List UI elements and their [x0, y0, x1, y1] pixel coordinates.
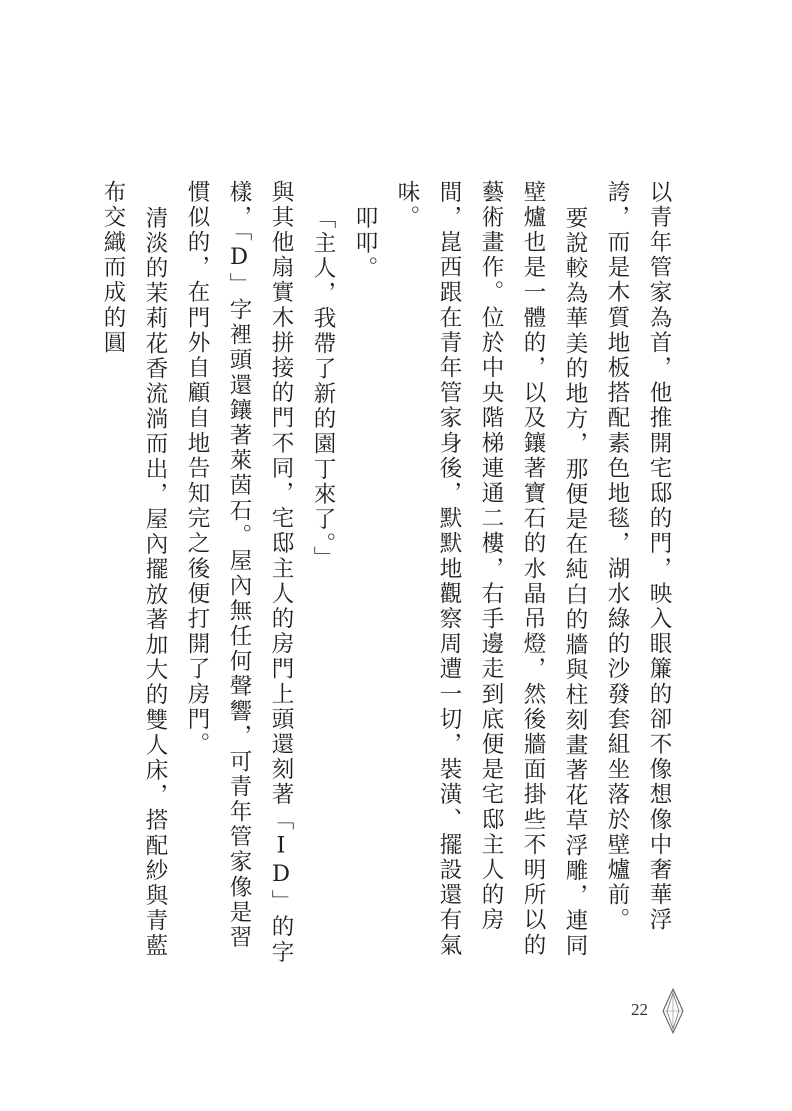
paragraph-1: 以青年管家為首，他推開宅邸的門，映入眼簾的卻不像想像中奢華浮誇，而是木質地板搭配素色地毯，湖水綠的沙發套組坐落於壁爐前。	[604, 180, 672, 933]
paragraph-5: 與其他扇實木拼接的門不同，宅邸主人的房門上頭還刻著「ID」的字樣，「D」字裡頭還鑲著萊茵石。屋內無任何聲響，可青年管家像是習慣似的，在門外自顧自地告知完之後便打開了房門。	[184, 180, 294, 966]
paragraph-3: 叩叩。	[352, 205, 378, 282]
paragraph-6: 清淡的茉莉花香流淌而出，屋內擺放著加大的雙人床，搭配紗與青藍布交織而成的圓	[100, 180, 168, 959]
paragraph-2: 要說較為華美的地方，那便是在純白的牆與柱刻畫著花草浮雕，連同壁爐也是一體的，以及鑲著寶石的水晶吊燈，然後牆面掛些不明所以的藝術畫作。位於中央階梯連通二樓，右手邊走到底便是宅邸主人的房間，崑西跟在青年管家身後，默默地觀察周遭一切，裝潢、擺設還有氣味。	[394, 180, 588, 959]
body-text	[100, 180, 680, 970]
paragraph-4: 「主人，我帶了新的園丁來了。」	[310, 205, 336, 572]
diamond-ornament-icon	[662, 988, 684, 1034]
page-number: 22	[631, 1000, 648, 1019]
